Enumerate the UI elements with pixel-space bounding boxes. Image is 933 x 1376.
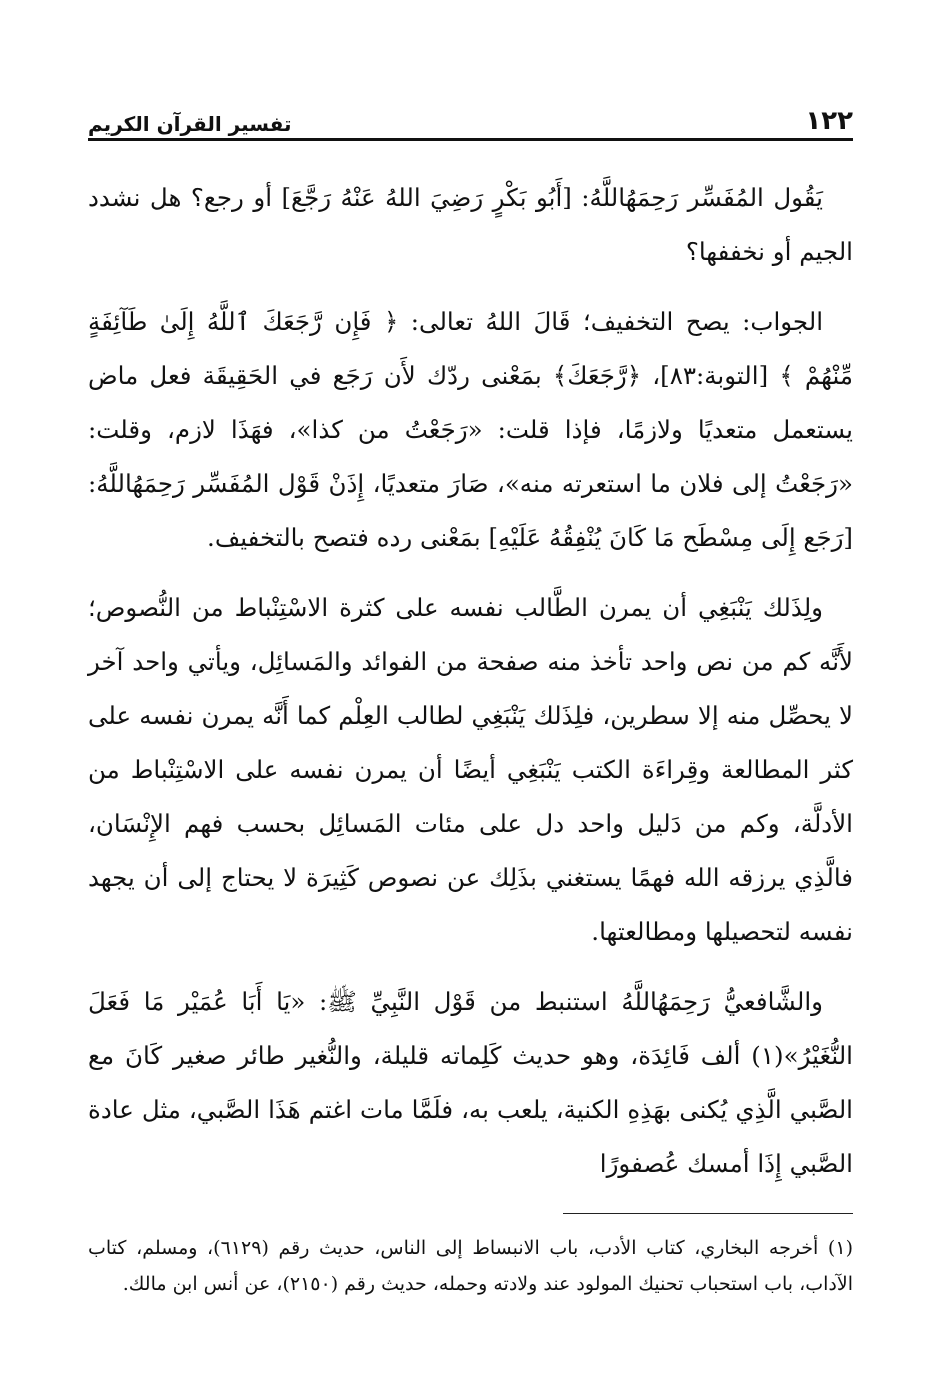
book-page xyxy=(88,90,853,1310)
paragraph-istinbat: ولِذَلك يَنْبَغِي أن يمرن الطَّالب نفسه على كثرة الاسْتِنْباط من النُّصوص؛ لأَنَّه كم من نص واحد تأخذ منه صفحة من الفوائد والمَسائِل، ويأتي واحد آخر لا يحصِّل منه إلا سطرين، فلِذَلك يَنْبَغِي لطالب العِلْم كما أَنَّه يمرن نفسه على كثر المطالعة وقِراءَة الكتب يَنْبَغِي أيضًا أن يمرن نفسه على الاسْتِنْباط من الأدلَّة، وكم من دَليل واحد دل على مئات المَسائِل بحسب فهم الإِنْسَان، فالَّذِي يرزقه الله فهمًا يستغني بذَلِك عن نصوص كَثِيرَة لا يحتاج إلى أن يجهد نفسه لتحصيلها ومطالعتها. xyxy=(88,593,853,946)
paragraph-question: يَقُول المُفَسِّر رَحِمَهُاللَّهُ: [أَبُو بَكْرٍ رَضِيَ اللهُ عَنْهُ رَجَّعَ] أو رجع؟ هل نشدد الجيم أو نخففها؟ xyxy=(88,183,853,266)
main-text xyxy=(88,171,853,1191)
page-header xyxy=(88,90,853,141)
paragraph-shafii: والشَّافعيُّ رَحِمَهُاللَّهُ استنبط من قَوْل النَّبِيِّ ﷺ: «يَا أَبَا عُمَيْر مَا فَعَلَ النُّغَيْرُ»(١) ألف فَائِدَة، وهو حديث كَلِماته قليلة، والنُّغير طائر صغير كَانَ مع الصَّبي الَّذِي يُكنى بهَذِهِ الكنية، يلعب به، فلَمَّا مات اغتم هَذَا الصَّبي، مثل عادة الصَّبي إِذَا أمسك عُصفورًا xyxy=(88,987,853,1178)
footnote: (١) أخرجه البخاري، كتاب الأدب، باب الانبساط إلى الناس، حديث رقم (٦١٢٩)، ومسلم، كتاب الآداب، باب استحباب تحنيك المولود عند ولادته وحمله، حديث رقم (٢١٥٠)، عن أنس ابن مالك. xyxy=(88,1237,853,1295)
running-title: تفسير القرآن الكريم xyxy=(88,112,292,136)
page-number: ١٢٢ xyxy=(805,106,853,136)
footnote-divider xyxy=(563,1213,853,1214)
paragraph-answer: الجواب: يصح التخفيف؛ قَالَ اللهُ تعالى: ﴿ فَإِن رَّجَعَكَ ٱللَّهُ إِلَىٰ طَآئِفَةٍ مِّنْهُمْ ﴾ [التوبة:٨٣]، ﴿رَّجَعَكَ﴾ بمَعْنى ردّك لأَن رَجَع في الحَقِيقَة فعل ماض يستعمل متعديًا ولازمًا، فإذا قلت: «رَجَعْتُ من كذا»، فهَذَا لازم، وقلت: «رَجَعْتُ إلى فلان ما استعرته منه»، صَارَ متعديًا، إِذَنْ قَوْل المُفَسِّر رَحِمَهُاللَّهُ: [رَجَع إِلَى مِسْطَح مَا كَانَ يُنْفِقُهُ عَلَيْهِ] بمَعْنى رده فتصح بالتخفيف. xyxy=(88,307,853,552)
